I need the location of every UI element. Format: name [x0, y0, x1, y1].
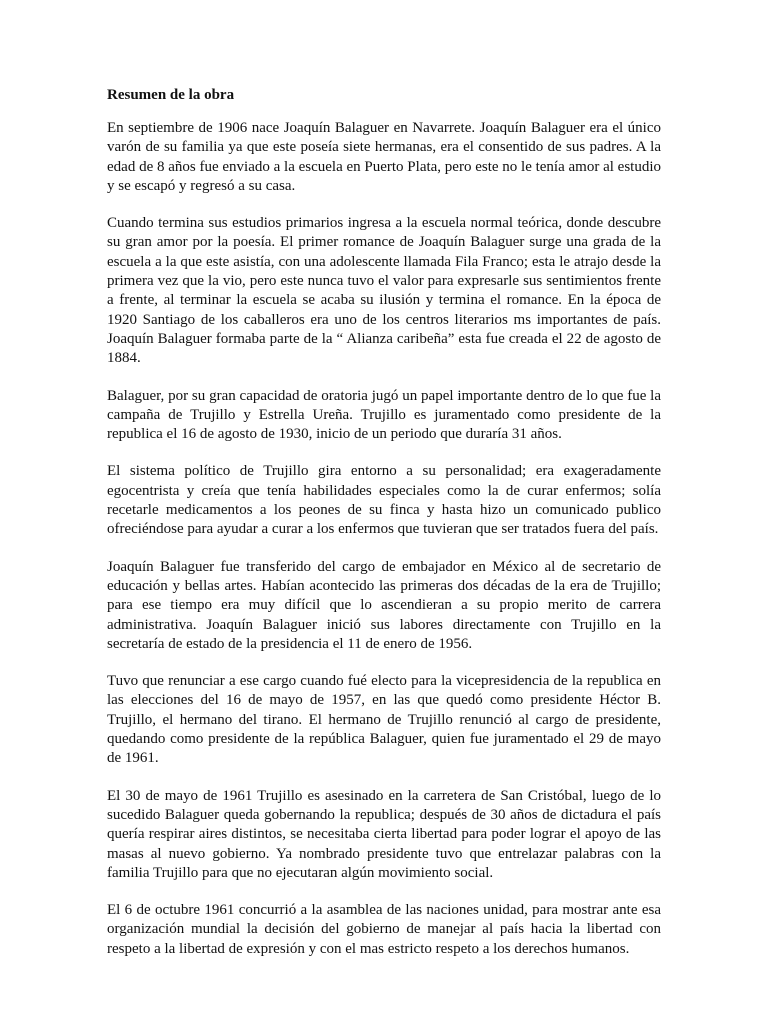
- paragraph-8: El 6 de octubre 1961 concurrió a la asamblea de las naciones unidad, para mostrar ante esa organización mundial la decisión del gobierno de manejar al país hacia la libertad con respeto a la libertad de expresión y con el mas estricto respeto a los derechos humanos.: [107, 902, 661, 957]
- paragraph-7: El 30 de mayo de 1961 Trujillo es asesinado en la carretera de San Cristóbal, luego de lo sucedido Balaguer queda gobernando la republica; después de 30 años de dictadura el país quería respirar aires distintos, se necesitaba cierta libertad para poder lograr el apoyo de las masas al nuevo gobierno. Ya nombrado presidente tuvo que entrelazar palabras con la familia Trujillo para que no ejecutaran algún movimiento social.: [107, 787, 661, 881]
- paragraph-3: Balaguer, por su gran capacidad de oratoria jugó un papel importante dentro de lo que fue la campaña de Trujillo y Estrella Ureña. Trujillo es juramentado como presidente de la republica el 16 de agosto de 1930, inicio de un periodo que duraría 31 años.: [107, 387, 661, 443]
- document-body: [107, 86, 661, 977]
- document-title: Resumen de la obra: [107, 87, 235, 103]
- paragraph-1: En septiembre de 1906 nace Joaquín Balaguer en Navarrete. Joaquín Balaguer era el único varón de su familia ya que este poseía siete hermanas, era el consentido de sus padres. A la edad de 8 años fue enviado a la escuela en Puerto Plata, pero este no le tenía amor al estudio y se escapó y regresó a su casa.: [107, 120, 661, 194]
- paragraph-2: Cuando termina sus estudios primarios ingresa a la escuela normal teórica, donde descubre su gran amor por la poesía. El primer romance de Joaquín Balaguer surge una grada de la escuela a la que este asistía, con una adolescente llamada Fila Franco; esta le atrajo desde la primera vez que la vio, pero este nunca tuvo el valor para expresarle sus sentimientos frente a frente, al terminar la escuela se acaba su ilusión y termina el romance. En la época de 1920 Santiago de los caballeros era uno de los centros literarios ms importantes de país. Joaquín Balaguer formaba parte de la “ Alianza caribeña” esta fue creada el 22 de agosto de 1884.: [107, 215, 661, 367]
- paragraph-5: Joaquín Balaguer fue transferido del cargo de embajador en México al de secretario de educación y bellas artes. Habían acontecido las primeras dos décadas de la era de Trujillo; para ese tiempo era muy difícil que lo ascendieran a su propio merito de carrera administrativa. Joaquín Balaguer inició sus labores directamente con Trujillo en la secretaría de estado de la presidencia el 11 de enero de 1956.: [107, 558, 661, 652]
- paragraph-4: El sistema político de Trujillo gira entorno a su personalidad; era exageradamente egocentrista y creía que tenía habilidades especiales como la de curar enfermos; solía recetarle medicamentos a los peones de su finca y hasta hizo un comunicado publico ofreciéndose para ayudar a curar a los enfermos que tuvieran que ser tratados fuera del país.: [107, 463, 661, 538]
- paragraph-6: Tuvo que renunciar a ese cargo cuando fué electo para la vicepresidencia de la republica en las elecciones del 16 de mayo de 1957, en las que quedó como presidente Héctor B. Trujillo, el hermano del tirano. El hermano de Trujillo renunció al cargo de presidente, quedando como presidente de la república Balaguer, quien fue juramentado el 29 de mayo de 1961.: [107, 673, 661, 767]
